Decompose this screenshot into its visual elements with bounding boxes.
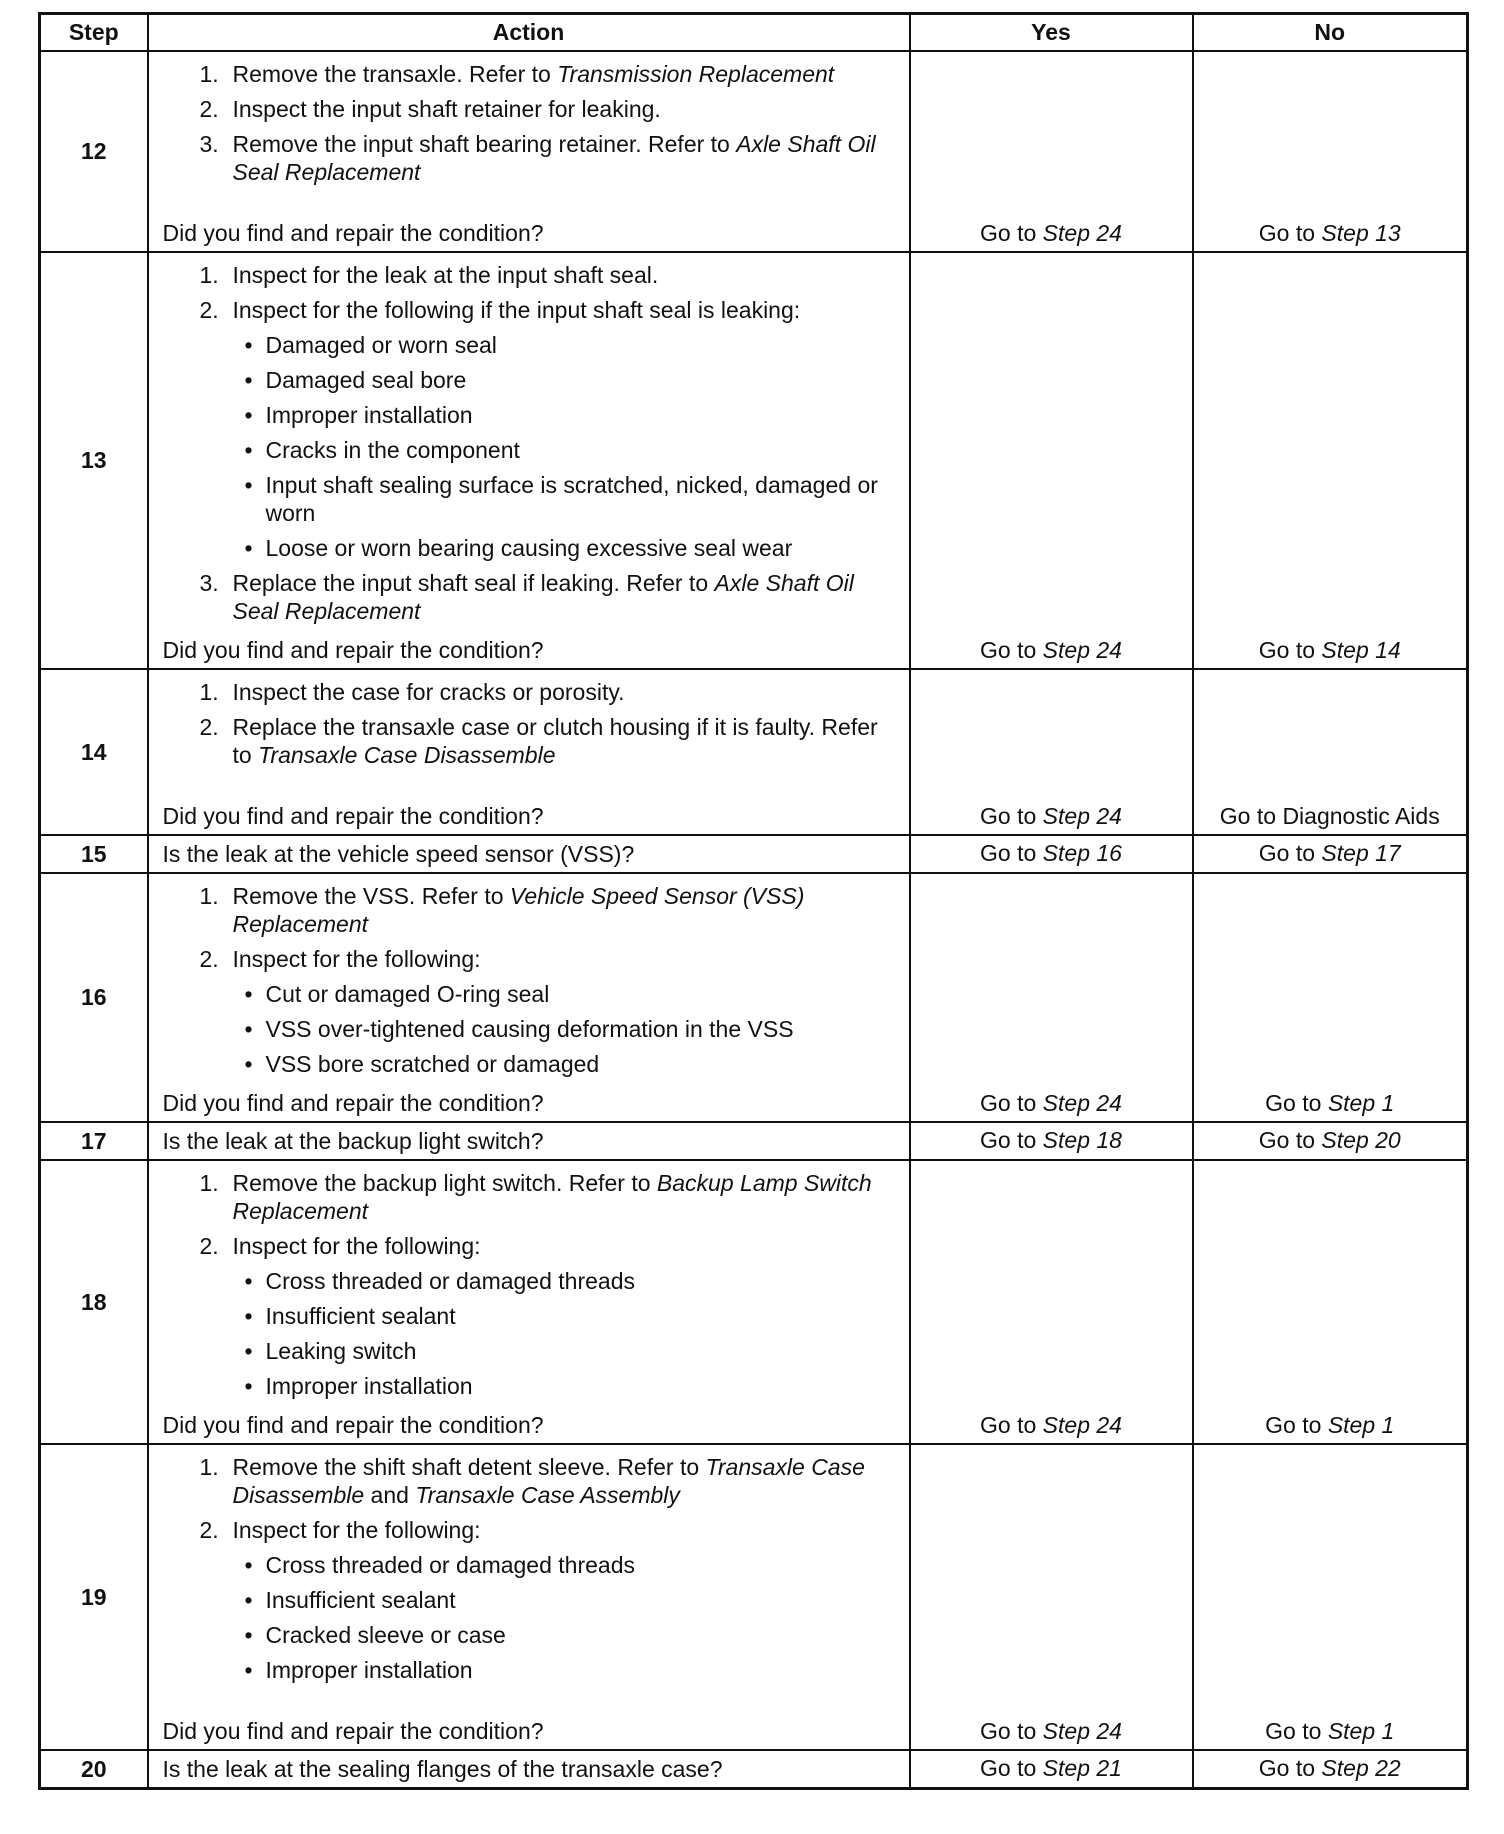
reference-link[interactable]: Transaxle Case Disassemble: [258, 742, 556, 768]
yes-cell[interactable]: Go to Step 24: [910, 252, 1193, 669]
question-text: Did you find and repair the condition?: [162, 1412, 544, 1438]
bullet-item: • Cracks in the component: [244, 437, 520, 463]
table-header-row: [40, 14, 1468, 52]
step-number: 16: [40, 873, 148, 1122]
action-cell: [148, 1160, 910, 1444]
table-row: [40, 1160, 1468, 1444]
list-item: 3. Replace the input shaft seal if leaking. Refer to Axle Shaft Oil Seal Replacement: [199, 570, 854, 624]
bullet-item: • Loose or worn bearing causing excessive seal wear: [244, 535, 793, 561]
numbered-list: [163, 678, 895, 769]
reference-link[interactable]: Vehicle Speed Sensor (VSS) Replacement: [232, 883, 805, 937]
no-cell[interactable]: Go to Diagnostic Aids: [1193, 669, 1468, 835]
bullet-list: [233, 1551, 895, 1684]
numbered-list: [163, 1453, 895, 1684]
list-item: 1. Remove the backup light switch. Refer to Backup Lamp Switch Replacement: [199, 1170, 872, 1224]
question-text: Is the leak at the vehicle speed sensor (VSS)?: [148, 835, 910, 873]
action-cell: [148, 252, 910, 669]
yes-cell[interactable]: Go to Step 24: [910, 51, 1193, 252]
yes-cell[interactable]: Go to Step 18: [910, 1122, 1193, 1160]
bullet-item: • Improper installation: [244, 402, 473, 428]
no-cell[interactable]: Go to Step 1: [1193, 1160, 1468, 1444]
bullet-item: • Damaged or worn seal: [244, 332, 497, 358]
bullet-item: • Insufficient sealant: [244, 1587, 456, 1613]
header-action: Action: [148, 14, 910, 52]
reference-link[interactable]: Transaxle Case Disassemble: [232, 1454, 865, 1508]
bullet-item: • Leaking switch: [244, 1338, 417, 1364]
no-cell[interactable]: Go to Step 1: [1193, 1444, 1468, 1750]
yes-cell[interactable]: Go to Step 24: [910, 1160, 1193, 1444]
list-item: 2. Inspect for the following: • Cross threaded or damaged threads • Insufficient sealant • Cracked sleeve or case • Improper installation: [200, 1516, 895, 1684]
bullet-list: [233, 331, 895, 562]
step-number: 12: [40, 51, 148, 252]
table-row: [40, 1750, 1468, 1789]
question-text: Did you find and repair the condition?: [162, 803, 544, 829]
question-text: Did you find and repair the condition?: [162, 220, 544, 246]
step-number: 14: [40, 669, 148, 835]
list-item: 1. Inspect for the leak at the input shaft seal.: [199, 262, 659, 288]
bullet-item: • Insufficient sealant: [244, 1303, 456, 1329]
yes-cell[interactable]: Go to Step 16: [910, 835, 1193, 873]
step-number: 17: [40, 1122, 148, 1160]
no-cell[interactable]: Go to Step 13: [1193, 51, 1468, 252]
step-number: 20: [40, 1750, 148, 1789]
header-no: No: [1193, 14, 1468, 52]
table-row: [40, 252, 1468, 669]
no-cell[interactable]: Go to Step 20: [1193, 1122, 1468, 1160]
reference-link[interactable]: Backup Lamp Switch Replacement: [232, 1170, 872, 1224]
bullet-item: • Improper installation: [244, 1373, 473, 1399]
bullet-item: • Cut or damaged O-ring seal: [244, 981, 550, 1007]
table-row: [40, 669, 1468, 835]
bullet-item: • Cross threaded or damaged threads: [244, 1552, 635, 1578]
no-cell[interactable]: Go to Step 1: [1193, 873, 1468, 1122]
bullet-item: • Cracked sleeve or case: [244, 1622, 506, 1648]
reference-link[interactable]: Transmission Replacement: [557, 61, 835, 87]
question-text: Did you find and repair the condition?: [162, 1090, 544, 1116]
question-text: Did you find and repair the condition?: [162, 1718, 544, 1744]
list-item: 1. Remove the shift shaft detent sleeve. Refer to Transaxle Case Disassemble and Transaxle Case Assembly: [199, 1454, 865, 1508]
question-text: Is the leak at the backup light switch?: [148, 1122, 910, 1160]
yes-cell[interactable]: Go to Step 24: [910, 1444, 1193, 1750]
table-row: [40, 873, 1468, 1122]
list-item: 2. Inspect for the following: • Cross threaded or damaged threads • Insufficient sealant • Leaking switch • Improper installation: [200, 1232, 895, 1400]
table-row: [40, 1444, 1468, 1750]
reference-link[interactable]: Axle Shaft Oil Seal Replacement: [232, 131, 876, 185]
header-step: Step: [40, 14, 148, 52]
list-item: 1. Remove the VSS. Refer to Vehicle Speed Sensor (VSS) Replacement: [199, 883, 805, 937]
yes-cell[interactable]: Go to Step 24: [910, 669, 1193, 835]
bullet-list: [233, 1267, 895, 1400]
bullet-item: • Improper installation: [244, 1657, 473, 1683]
list-item: 1. Inspect the case for cracks or porosity.: [199, 679, 625, 705]
reference-link[interactable]: Axle Shaft Oil Seal Replacement: [232, 570, 854, 624]
diagnostic-table: [38, 12, 1469, 1790]
numbered-list: [163, 60, 895, 186]
numbered-list: [163, 882, 895, 1078]
bullet-item: • VSS bore scratched or damaged: [244, 1051, 600, 1077]
table-row: [40, 835, 1468, 873]
step-number: 18: [40, 1160, 148, 1444]
list-item: 1. Remove the transaxle. Refer to Transmission Replacement: [199, 61, 835, 87]
header-yes: Yes: [910, 14, 1193, 52]
step-number: 19: [40, 1444, 148, 1750]
bullet-item: • Damaged seal bore: [244, 367, 467, 393]
bullet-item: • VSS over-tightened causing deformation in the VSS: [244, 1016, 794, 1042]
question-text: Did you find and repair the condition?: [162, 637, 544, 663]
step-number: 15: [40, 835, 148, 873]
reference-link[interactable]: Transaxle Case Assembly: [415, 1482, 680, 1508]
step-number: 13: [40, 252, 148, 669]
no-cell[interactable]: Go to Step 17: [1193, 835, 1468, 873]
yes-cell[interactable]: Go to Step 21: [910, 1750, 1193, 1789]
bullet-list: [233, 980, 895, 1078]
table-row: [40, 1122, 1468, 1160]
list-item: 2. Inspect the input shaft retainer for leaking.: [199, 96, 661, 122]
no-cell[interactable]: Go to Step 14: [1193, 252, 1468, 669]
list-item: 2. Inspect for the following: • Cut or damaged O-ring seal • VSS over-tightened causing deformation in the VSS • VSS bore scratched or damaged: [200, 945, 895, 1078]
action-cell: [148, 669, 910, 835]
action-cell: [148, 873, 910, 1122]
numbered-list: [163, 261, 895, 625]
bullet-item: • Cross threaded or damaged threads: [244, 1268, 635, 1294]
action-cell: [148, 51, 910, 252]
bullet-item: • Input shaft sealing surface is scratched, nicked, damaged or worn: [244, 472, 878, 526]
yes-cell[interactable]: Go to Step 24: [910, 873, 1193, 1122]
table-row: [40, 51, 1468, 252]
question-text: Is the leak at the sealing flanges of the transaxle case?: [148, 1750, 910, 1789]
list-item: 3. Remove the input shaft bearing retainer. Refer to Axle Shaft Oil Seal Replacement: [199, 131, 876, 185]
action-cell: [148, 1444, 910, 1750]
numbered-list: [163, 1169, 895, 1400]
list-item: 2. Replace the transaxle case or clutch housing if it is faulty. Refer to Transaxle Case Disassemble: [199, 714, 878, 768]
list-item: 2. Inspect for the following if the input shaft seal is leaking: • Damaged or worn seal • Damaged seal bore • Improper installation • Cracks in the component • Input shaft sealing surface is scratched, nicked, damaged or worn • Loose or worn bearing causing excessive seal wear: [200, 296, 895, 562]
no-cell[interactable]: Go to Step 22: [1193, 1750, 1468, 1789]
